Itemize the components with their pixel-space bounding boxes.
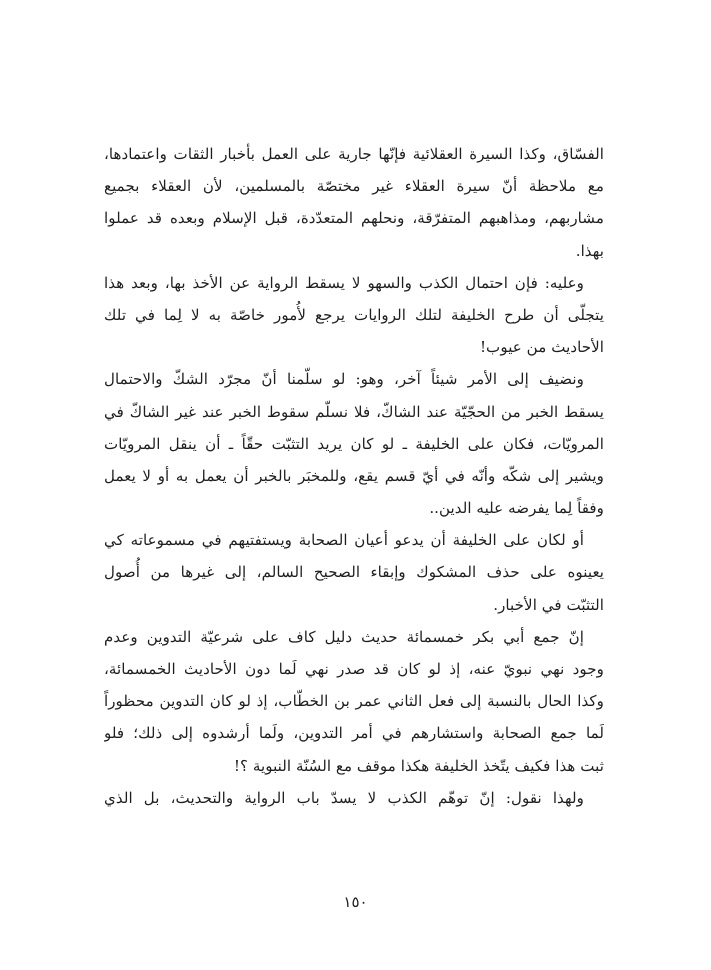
text-line: وكذا الحال بالنسبة إلى فعل الثاني عمر بن الخطّاب، إذ لو كان التدوين محظوراً: [104, 692, 604, 711]
text-line: المرويّات، فكان على الخليفة ـ لو كان يريد التثبّت حقّاً ـ أن ينقل المرويّات: [104, 434, 604, 453]
text-line: إنّ جمع أبي بكر خمسمائة حديث دليل كاف على شرعيّة التدوين وعدم: [104, 627, 584, 646]
text-line: ويشير إلى شكّه وأنّه في أيّ قسم يقع، وللمخبَر بالخبر أن يعمل به أو لا يعمل: [104, 466, 604, 485]
text-line: أو لكان على الخليفة أن يدعو أعيان الصحابة ويستفتيهم في مسموعاته كي: [104, 531, 584, 550]
text-line: ثبت هذا فكيف يتّخذ الخليفة هكذا موقف مع السُنّة النبوية ؟!: [233, 756, 604, 775]
text-line: يسقط الخبر من الحجّيّة عند الشاكّ، فلا نسلّم سقوط الخبر عند غير الشاكّ في: [104, 402, 604, 421]
text-line: ونضيف إلى الأمر شيئاً آخر، وهو: لو سلّمنا أنّ مجرّد الشكّ والاحتمال: [104, 370, 584, 389]
text-line: وجود نهي نبويّ عنه، إذ لو كان قد صدر نهي لَما دون الأحاديث الخمسمائة،: [104, 660, 604, 678]
text-line: الأحاديث من عيوب!: [479, 338, 604, 357]
page-number: ١٥٠: [343, 893, 368, 911]
text-line: التثبّت في الأخبار.: [493, 595, 604, 614]
page-body: [104, 138, 604, 814]
text-line: لَما جمع الصحابة واستشارهم في أمر التدوين، ولَما أرشدوه إلى ذلك؛ فلو: [104, 724, 604, 743]
text-line: بهذا.: [575, 241, 604, 260]
text-line: وفقاً لِما يفرضه عليه الدين..: [429, 499, 604, 518]
text-line: الفسّاق، وكذا السيرة العقلائية فإنّها جارية على العمل بأخبار الثقات واعتمادها،: [104, 145, 604, 163]
text-line: مع ملاحظة أنّ سيرة العقلاء غير مختصّة بالمسلمين، لأن العقلاء بجميع: [104, 177, 604, 196]
text-line: يعينوه على حذف المشكوك وإبقاء الصحيح السالم، إلى غيرها من أُصول: [104, 563, 604, 582]
text-line: وعليه: فإن احتمال الكذب والسهو لا يسقط الرواية عن الأخذ بها، وبعد هذا: [104, 273, 584, 292]
text-line: مشاربهم، ومذاهبهم المتفرّقة، ونحلهم المتعدّدة، قبل الإسلام وبعده قد عملوا: [104, 209, 604, 228]
text-line: يتجلّى أن طرح الخليفة لتلك الروايات يرجع لأُمور خاصّة به لا لِما في تلك: [104, 305, 604, 324]
text-line: ولهذا نقول: إنّ توهّم الكذب لا يسدّ باب الرواية والتحديث، بل الذي: [104, 788, 584, 807]
